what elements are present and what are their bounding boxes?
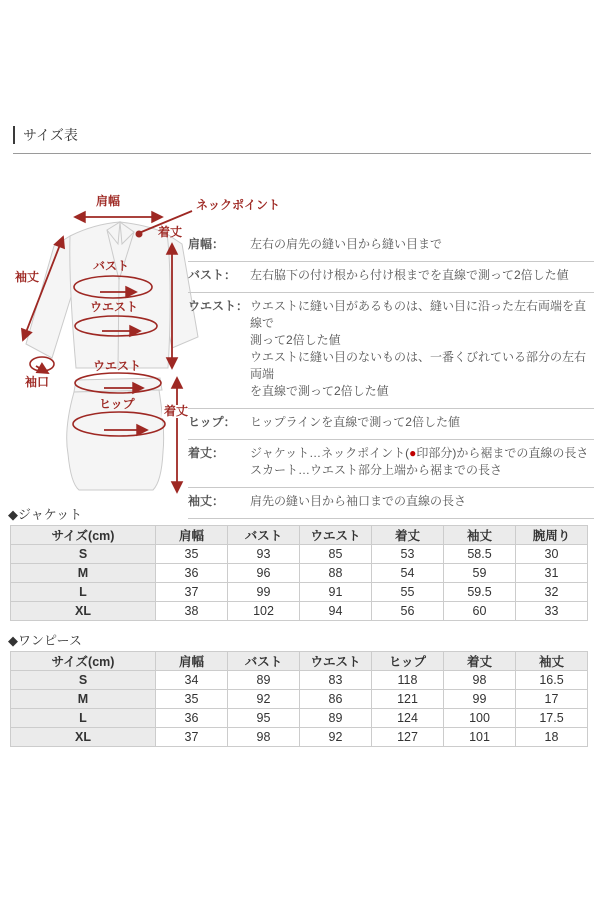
definition-text: ヒップラインを直線で測って2倍した値 <box>250 415 460 429</box>
measurement-value: 91 <box>300 583 372 602</box>
definition-row-sleeve <box>188 488 594 519</box>
column-header: 袖丈 <box>444 526 516 545</box>
size-row <box>11 564 588 583</box>
definition-term: ヒップ： <box>188 415 236 429</box>
onepiece-section-heading: ◆ワンピース <box>8 633 82 648</box>
column-header: バスト <box>228 526 300 545</box>
measurement-value: 17 <box>516 690 588 709</box>
jacket-section-heading: ◆ジャケット <box>8 507 83 522</box>
measurement-value: 36 <box>156 709 228 728</box>
measurement-value: 94 <box>300 602 372 621</box>
column-header: ウエスト <box>300 652 372 671</box>
definition-term: ウエスト： <box>188 299 249 313</box>
definition-term: 袖丈： <box>188 494 225 508</box>
size-label: S <box>11 545 156 564</box>
measurement-value: 99 <box>444 690 516 709</box>
measurement-value: 59 <box>444 564 516 583</box>
definition-row-shoulder <box>188 232 594 262</box>
measurement-value: 35 <box>156 545 228 564</box>
measurement-value: 100 <box>444 709 516 728</box>
bust-label: バスト <box>93 259 130 273</box>
measurement-value: 35 <box>156 690 228 709</box>
column-header: 腕周り <box>516 526 588 545</box>
definition-row-hip <box>188 409 594 440</box>
header-row <box>11 652 588 671</box>
definition-row-waist <box>188 293 594 409</box>
measurement-value: 98 <box>444 671 516 690</box>
column-header: 袖丈 <box>516 652 588 671</box>
definition-term: 着丈： <box>188 446 225 460</box>
measurement-value: 92 <box>300 728 372 747</box>
skirt-illustration <box>67 378 164 490</box>
size-row <box>11 545 588 564</box>
neck-point-dot <box>136 231 143 238</box>
definition-text: ウエストに縫い目があるものは、縫い目に沿った左右両端を直線で 測って2倍した値 ウエストに縫い目のないものは、一番くびれている部分の左右両端 を直線で測って2倍した値 <box>250 299 587 398</box>
measurement-value: 56 <box>372 602 444 621</box>
measurement-value: 36 <box>156 564 228 583</box>
measurement-value: 89 <box>228 671 300 690</box>
size-row <box>11 709 588 728</box>
measurement-value: 86 <box>300 690 372 709</box>
measurement-value: 53 <box>372 545 444 564</box>
cuff-label: 袖口 <box>25 375 50 389</box>
jacket-left-sleeve <box>26 236 75 358</box>
definition-text: 左右脇下の付け根から付け根までを直線で測って2倍した値 <box>250 268 569 282</box>
measurement-value: 17.5 <box>516 709 588 728</box>
page-title: サイズ表 <box>13 126 78 144</box>
measurement-value: 101 <box>444 728 516 747</box>
size-row <box>11 583 588 602</box>
measurement-value: 33 <box>516 602 588 621</box>
measurement-value: 37 <box>156 583 228 602</box>
column-header: 肩幅 <box>156 652 228 671</box>
column-header: バスト <box>228 652 300 671</box>
measurement-value: 124 <box>372 709 444 728</box>
measurement-value: 85 <box>300 545 372 564</box>
measurement-value: 99 <box>228 583 300 602</box>
measurement-value: 18 <box>516 728 588 747</box>
size-label: L <box>11 709 156 728</box>
jacket-length-label: 着丈 <box>158 225 183 239</box>
measurement-value: 16.5 <box>516 671 588 690</box>
measurement-value: 96 <box>228 564 300 583</box>
measurement-definitions <box>188 232 594 519</box>
measurement-value: 55 <box>372 583 444 602</box>
column-header: サイズ(cm) <box>11 652 156 671</box>
measurement-value: 30 <box>516 545 588 564</box>
measurement-value: 60 <box>444 602 516 621</box>
definition-row-length <box>188 440 594 488</box>
column-header: 着丈 <box>444 652 516 671</box>
definition-row-bust <box>188 262 594 293</box>
hip-label: ヒップ <box>99 397 135 411</box>
measurement-value: 95 <box>228 709 300 728</box>
cuff-measure-arrow <box>36 366 48 373</box>
measurement-value: 58.5 <box>444 545 516 564</box>
measurement-value: 98 <box>228 728 300 747</box>
column-header: ヒップ <box>372 652 444 671</box>
size-label: XL <box>11 728 156 747</box>
definition-term: 肩幅： <box>188 237 225 251</box>
definition-text: 左右の肩先の縫い目から縫い目まで <box>250 237 443 251</box>
measurement-value: 121 <box>372 690 444 709</box>
definition-term: バスト： <box>188 268 237 282</box>
measurement-value: 59.5 <box>444 583 516 602</box>
size-label: M <box>11 690 156 709</box>
column-header: ウエスト <box>300 526 372 545</box>
measurement-value: 118 <box>372 671 444 690</box>
measurement-value: 38 <box>156 602 228 621</box>
measurement-value: 93 <box>228 545 300 564</box>
size-row <box>11 602 588 621</box>
skirt-length-label: 着丈 <box>164 404 189 418</box>
header-row <box>11 526 588 545</box>
jacket-size-table <box>10 525 588 621</box>
measurement-value: 32 <box>516 583 588 602</box>
column-header: サイズ(cm) <box>11 526 156 545</box>
onepiece-size-table <box>10 651 588 747</box>
size-row <box>11 671 588 690</box>
size-label: S <box>11 671 156 690</box>
sleeve-length-label: 袖丈 <box>15 270 40 284</box>
measurement-value: 127 <box>372 728 444 747</box>
measurement-value: 37 <box>156 728 228 747</box>
definition-text: ジャケット…ネックポイント(●印部分)から裾までの直線の長さ スカート…ウエスト部分上端から裾までの長さ <box>250 446 589 477</box>
shoulder-width-label: 肩幅 <box>96 194 121 208</box>
measurement-value: 92 <box>228 690 300 709</box>
jacket-waist-label: ウエスト <box>90 300 139 314</box>
size-label: XL <box>11 602 156 621</box>
measurement-value: 102 <box>228 602 300 621</box>
measurement-value: 89 <box>300 709 372 728</box>
column-header: 着丈 <box>372 526 444 545</box>
measurement-value: 88 <box>300 564 372 583</box>
title-divider <box>13 153 591 154</box>
neck-point-label: ネックポイント <box>196 198 281 212</box>
measurement-value: 54 <box>372 564 444 583</box>
column-header: 肩幅 <box>156 526 228 545</box>
size-row <box>11 690 588 709</box>
definition-text: 肩先の縫い目から袖口までの直線の長さ <box>250 494 467 508</box>
size-label: L <box>11 583 156 602</box>
size-row <box>11 728 588 747</box>
skirt-waist-label: ウエスト <box>93 359 142 373</box>
size-label: M <box>11 564 156 583</box>
measurement-value: 83 <box>300 671 372 690</box>
measurement-value: 34 <box>156 671 228 690</box>
measurement-value: 31 <box>516 564 588 583</box>
